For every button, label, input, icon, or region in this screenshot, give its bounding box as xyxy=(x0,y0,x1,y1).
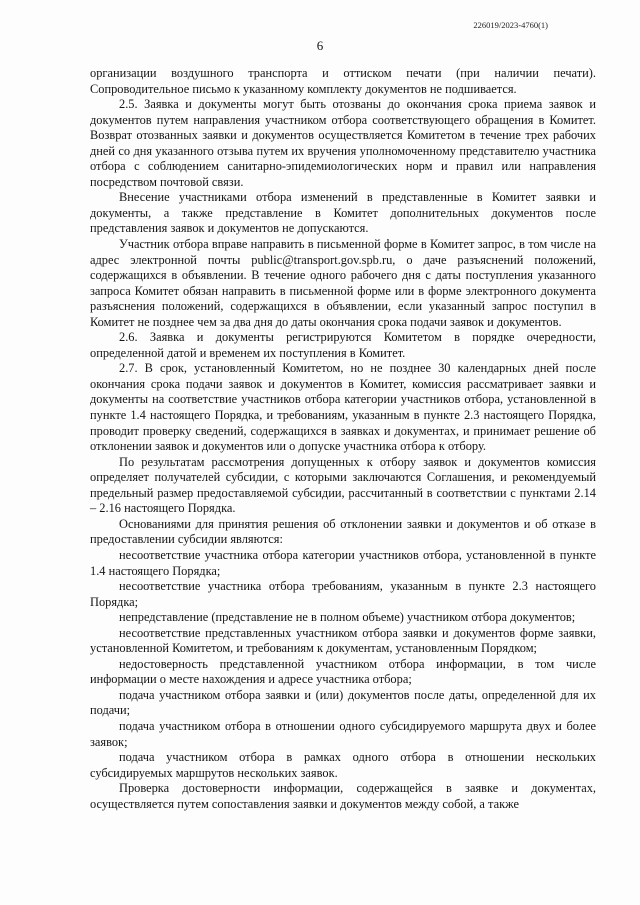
list-item: несоответствие участника отбора категории участников отбора, установленной в пункте 1.4 настоящего Порядка; xyxy=(90,547,596,578)
list-item: подача участником отбора заявки и (или) документов после даты, определенной для их подачи; xyxy=(90,687,596,718)
list-item: несоответствие участника отбора требованиям, указанным в пункте 2.3 настоящего Порядка; xyxy=(90,579,596,609)
document-number: 226019/2023-4760(1) xyxy=(473,20,548,30)
paragraph: По результатам рассмотрения допущенных к отбору заявок и документов комиссия определяет получателей субсидии, с которыми заключаются Соглашения, и рекомендуемый предельный размер предоставляемой субсидии, рассчитанный в соответствии с пунктами 2.14 – 2.16 настоящего Порядка. xyxy=(90,454,596,516)
list-item: недостоверность представленной участником отбора информации, в том числе информации о месте нахождения и адресе участника отбора; xyxy=(90,656,596,687)
paragraph: Участник отбора вправе направить в письменной форме в Комитет запрос, в том числе на адрес электронной почты public@transport.gov.spb.ru, о даче разъяснений положений, содержащихся в объявлении. В течение одного рабочего дня с даты поступления указанного запроса Комитет обязан направить в письменной форме или в форме электронного документа разъяснения положений, содержащихся в объявлении, если указанный запрос поступил в Комитет не позднее чем за два дня до даты окончания срока подачи заявок и документов. xyxy=(90,237,596,329)
list-item: несоответствие представленных участником отбора заявки и документов форме заявки, установленной Комитетом, и требованиям к документам, установленным Порядком; xyxy=(90,625,596,656)
paragraph: 2.6. Заявка и документы регистрируются Комитетом в порядке очередности, определенной датой и временем их поступления в Комитет. xyxy=(90,330,596,360)
list-item: подача участником отбора в отношении одного субсидируемого маршрута двух и более заявок; xyxy=(90,718,596,749)
paragraph: Основаниями для принятия решения об отклонении заявки и документов и об отказе в предоставлении субсидии являются: xyxy=(90,516,596,547)
page-number: 6 xyxy=(316,38,324,53)
paragraph: 2.5. Заявка и документы могут быть отозваны до окончания срока приема заявок и документов путем направления участником отбора соответствующего обращения в Комитет. Возврат отозванных заявки и документов осуществляется Комитетом в течение трех рабочих дней со дня указанного отзыва путем их вручения уполномоченному представителю участника отбора с соблюдением санитарно-эпидемиологических норм и правил или направления посредством почтовой связи. xyxy=(90,97,596,189)
document-body xyxy=(90,66,596,812)
list-item: подача участником отбора в рамках одного отбора в отношении нескольких субсидируемых маршрутов нескольких заявок. xyxy=(90,750,596,780)
paragraph: организации воздушного транспорта и оттиском печати (при наличии печати). Сопроводительное письмо к указанному комплекту документов не подшивается. xyxy=(90,66,596,96)
paragraph: 2.7. В срок, установленный Комитетом, но не позднее 30 календарных дней после окончания срока подачи заявок и документов в Комитет, комиссия рассматривает заявки и документы на соответствие участников отбора категории участников отбора, установленной в пункте 1.4 настоящего Порядка, и требованиям, указанным в пункте 2.3 настоящего Порядка, проводит проверку сведений, содержащихся в заявках и документах, и принимает решение об отклонении заявок и документов или о допуске участника отбора к отбору. xyxy=(90,361,596,454)
list-item: непредставление (представление не в полном объеме) участником отбора документов; xyxy=(119,610,576,625)
paragraph: Внесение участниками отбора изменений в представленные в Комитет заявки и документы, а также представление в Комитет дополнительных документов после представления заявок и документов не допускаются. xyxy=(90,190,596,236)
paragraph: Проверка достоверности информации, содержащейся в заявке и документах, осуществляется путем сопоставления заявки и документов между собой, а также xyxy=(90,781,596,811)
